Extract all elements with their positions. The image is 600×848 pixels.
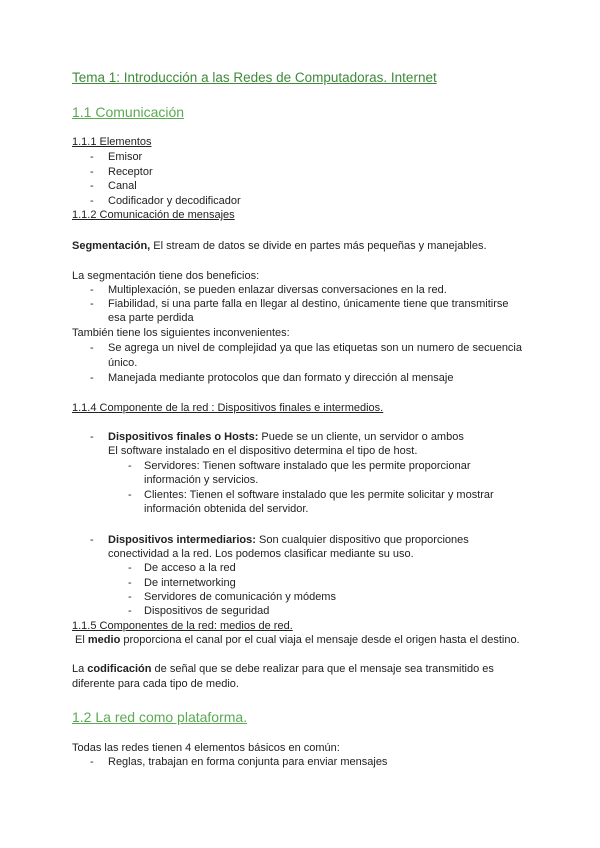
list-bullet: -	[128, 591, 132, 603]
subsection-1-1-4: 1.1.4 Componente de la red : Dispositivos finales e intermedios.	[72, 402, 384, 414]
segmentation-definition: El stream de datos se divide en partes más pequeñas y manejables.	[150, 240, 487, 252]
intermediate-devices-definition: Son cualquier dispositivo que proporciones	[255, 534, 469, 546]
list-item: Reglas, trabajan en forma conjunta para enviar mensajes	[108, 756, 388, 768]
list-item: Receptor	[108, 166, 153, 178]
list-item: Se agrega un nivel de complejidad ya que las etiquetas son un numero de secuencia	[108, 342, 522, 354]
encoding-term: codificación	[87, 663, 152, 675]
list-item: Codificador y decodificador	[108, 195, 241, 207]
list-item: Servidores: Tienen software instalado que les permite proporcionar	[144, 460, 471, 472]
subsection-1-1-2: 1.1.2 Comunicación de mensajes	[72, 209, 235, 221]
encoding-definition: de señal que se debe realizar para que el mensaje sea transmitido es	[151, 663, 494, 675]
drawbacks-intro: También tiene los siguientes inconvenientes:	[72, 327, 290, 339]
list-bullet: -	[128, 489, 132, 501]
list-item: De internetworking	[144, 577, 236, 589]
list-bullet: -	[90, 166, 94, 178]
list-bullet: -	[90, 342, 94, 354]
final-devices-definition: Puede se un cliente, un servidor o ambos	[258, 431, 464, 443]
list-item: Clientes: Tienen el software instalado que les permite solicitar y mostrar	[144, 489, 494, 501]
list-bullet: -	[128, 562, 132, 574]
subsection-1-1-1: 1.1.1 Elementos	[72, 136, 152, 148]
intermediate-devices-term: Dispositivos intermediarios:	[108, 534, 256, 546]
medium-definition: proporciona el canal por el cual viaja el mensaje desde el origen hasta el destino.	[120, 634, 520, 646]
list-bullet: -	[90, 151, 94, 163]
segmentation-term: Segmentación,	[72, 240, 151, 252]
benefits-intro: La segmentación tiene dos beneficios:	[72, 270, 260, 282]
list-item: De acceso a la red	[144, 562, 236, 574]
segmentation-paragraph	[72, 240, 487, 252]
encoding-lead: La	[72, 663, 88, 675]
list-bullet: -	[90, 180, 94, 192]
list-bullet: -	[128, 605, 132, 617]
list-bullet: -	[90, 756, 94, 768]
list-item-continuation: esa parte perdida	[108, 312, 194, 324]
list-item: Multiplexación, se pueden enlazar diversas conversaciones en la red.	[108, 284, 447, 296]
list-bullet: -	[128, 460, 132, 472]
section-heading-1-2: 1.2 La red como plataforma.	[72, 709, 248, 725]
list-bullet: -	[90, 534, 94, 546]
list-item-continuation: información obtenida del servidor.	[144, 503, 309, 515]
list-item-continuation: conectividad a la red. Los podemos clasificar mediante su uso.	[108, 548, 414, 560]
list-item: Servidores de comunicación y módems	[144, 591, 336, 603]
list-item-continuation: único.	[108, 357, 138, 369]
medium-term: medio	[87, 634, 121, 646]
medium-lead: El	[72, 634, 88, 646]
document-title: Tema 1: Introducción a las Redes de Computadoras. Internet	[72, 70, 437, 85]
list-bullet: -	[90, 284, 94, 296]
network-elements-intro: Todas las redes tienen 4 elementos básicos en común:	[72, 742, 340, 754]
list-item: Canal	[108, 180, 137, 192]
list-item: Emisor	[108, 151, 143, 163]
list-item: Fiabilidad, si una parte falla en llegar al destino, únicamente tiene que transmitirse	[108, 298, 509, 310]
intermediate-devices-item	[108, 534, 469, 546]
list-item: Manejada mediante protocolos que dan formato y dirección al mensaje	[108, 372, 454, 384]
list-item: Dispositivos de seguridad	[144, 605, 270, 617]
encoding-paragraph-continuation: diferente para cada tipo de medio.	[72, 678, 239, 690]
section-heading-1-1: 1.1 Comunicación	[72, 104, 185, 120]
medium-paragraph	[72, 634, 520, 646]
list-bullet: -	[90, 298, 94, 310]
final-devices-item	[108, 431, 464, 443]
list-bullet: -	[90, 372, 94, 384]
list-item-continuation: información y servicios.	[144, 474, 259, 486]
list-bullet: -	[90, 195, 94, 207]
subsection-1-1-5: 1.1.5 Componentes de la red: medios de red.	[72, 620, 293, 632]
list-bullet: -	[128, 577, 132, 589]
final-devices-term: Dispositivos finales o Hosts:	[108, 431, 259, 443]
encoding-paragraph	[72, 663, 494, 675]
list-item-continuation: El software instalado en el dispositivo determina el tipo de host.	[108, 445, 418, 457]
list-bullet: -	[90, 431, 94, 443]
